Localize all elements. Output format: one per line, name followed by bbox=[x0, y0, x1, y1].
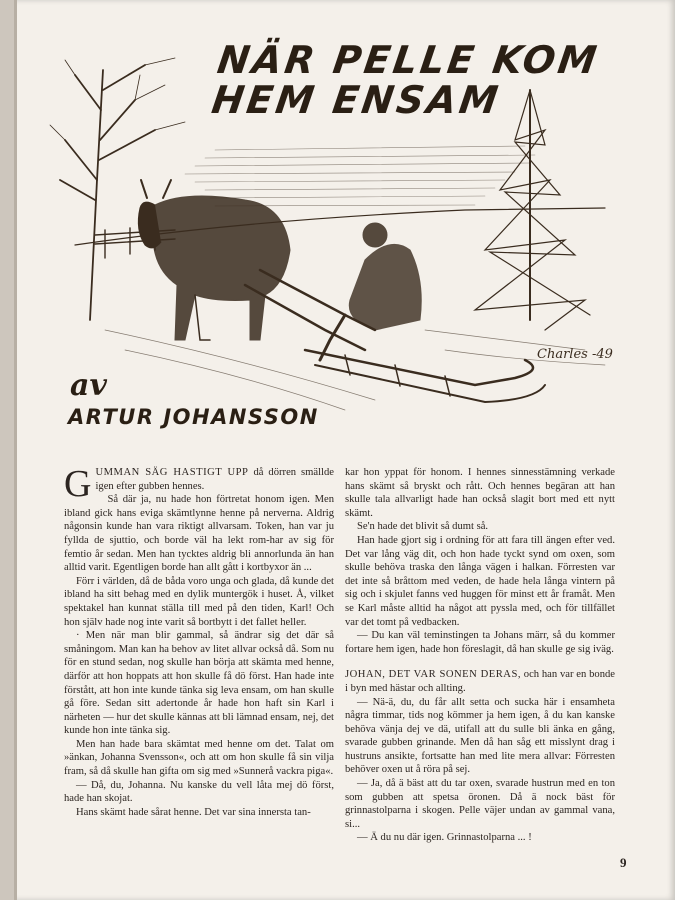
artist-signature: Charles -49 bbox=[537, 347, 613, 362]
paragraph: — Nä-ä, du, du får allt setta och sucka här i ensamheta några timmar, tids nog kömmer ja hem igen, å du kan kanske behöva vänja dej ve dä, utifall att du sulle bli änka en gång, svarade gubben grinande. Men då han såg ett misslynt drag i hustruns ansikte, fortsatte han med lite mera allvar: Förresten behöver oxen ut å röra på sej. bbox=[345, 696, 615, 776]
author-name: ARTUR JOHANSSON bbox=[68, 405, 319, 429]
paragraph: Men han hade bara skämtat med henne om det. Talat om »änkan, Johanna Svensson«, och att om hon skulle få sin vilja fram, så då skulle han gifta om sig med »Sunnerå vackra piga«. bbox=[64, 738, 334, 778]
paragraph bbox=[345, 668, 615, 695]
paragraph: Se'n hade det blivit så dumt så. bbox=[357, 521, 489, 533]
text-column-left bbox=[64, 463, 335, 819]
lead-in: UMMAN SÄG HASTIGT UPP bbox=[95, 467, 249, 478]
text-column-right bbox=[345, 466, 615, 845]
paragraph: Han hade gjort sig i ordning för att fara till ängen efter ved. Det var lång väg dit, och hon hade tyckt synd om oxen, som skulle behöva traska den långa vägen i halkan. Förresten var det inte så bråttom med veden, de hade hela långa vintern på sig och i skjulet fanns ved huggen för minst ett år framåt. Men se Karl måste alltid ha något att pyssla med, och för tillfället var det tomt på vedbacken. bbox=[345, 534, 615, 628]
paragraph: Förr i världen, då de båda voro unga och glada, då kunde det ibland ha sitt behag med en dylik muntergök i huset. Å, vilket spektakel han kunnat ställa till med på den tiden, Karl! Och hon själv hade nog inte varit så bortbytt i det fallet heller. bbox=[64, 575, 334, 628]
paragraph-text: då dörren smällde igen efter gubben hennes. bbox=[95, 467, 335, 492]
paragraph: Så där ja, nu hade hon förtretat honom igen. Men ibland gick hans eviga skämtlynne henne på nerverna. Aldrig någonsin kunde han vara riktigt allvarsam. Token, han var ju fyllda de sjuttio, och borde väl ha lekt rom-har av sig för femtio år sedan. Men han tycktes aldrig bli annorlunda än han alltid varit. Egentligen borde han allt gått i kortbyxor än ... bbox=[64, 494, 334, 574]
lead-in: JOHAN, DET VAR SONEN DERAS, bbox=[345, 669, 521, 681]
paragraph: · Men när man blir gammal, så ändrar sig det där så småningom. Man kan ha behov av litet allvar också då. Som nu för en stund sedan, nog skulle han börja att skämta med henne, därför att hon hoppats att hon skulle få dö först. Han hade inte förstått, att hon inte kunde tänka sig leva ensam, om han skulle gå före. Sedan sitt adertonde år hade hon haft sin Karl i närheten — hur det skulle kännas att bli lämnad ensam, nej, det kunde hon inte tänka sig. bbox=[64, 630, 334, 737]
title-line-1: NÄR PELLE KOM bbox=[214, 38, 603, 82]
paragraph: — Ja, då ä bäst att du tar oxen, svarade hustrun med en ton som gubben att spetsa öronen. Då ä nock bäst för grinnastolparna i skogen. Pelle väjer undan av gammal vana, si... bbox=[345, 778, 615, 830]
paragraph: — Då, du, Johanna. Nu kanske du vell låta mej dö först, hade han skojat. bbox=[64, 779, 334, 805]
page-number: 9 bbox=[620, 855, 627, 870]
article-title bbox=[209, 40, 630, 120]
byline-prefix: av bbox=[70, 368, 107, 403]
paragraph bbox=[64, 463, 335, 505]
paragraph: kar hon yppat för honom. I hennes sinnesstämning verkade hans skämt så bryskt och rått. Och hennes begäran att han skulle tala allvarligt hade han också slagit bort med ett nytt skämt. bbox=[345, 467, 615, 519]
page-edge bbox=[14, 0, 17, 900]
title-line-2: HEM ENSAM bbox=[209, 78, 504, 122]
paragraph: — Ä du nu där igen. Grinnastolparna ... ! bbox=[357, 832, 532, 844]
drop-cap: G bbox=[64, 463, 92, 505]
paragraph: — Du kan väl teminstingen ta Johans märr, så du kommer fortare hem igen, hade hon föreslagit, då han skulle ge sig iväg. bbox=[345, 630, 615, 655]
paragraph: Hans skämt hade sårat henne. Det var sina innersta tan- bbox=[76, 806, 311, 818]
paragraph-text: och han var en bonde i byn med hästar och allting. bbox=[345, 669, 615, 694]
